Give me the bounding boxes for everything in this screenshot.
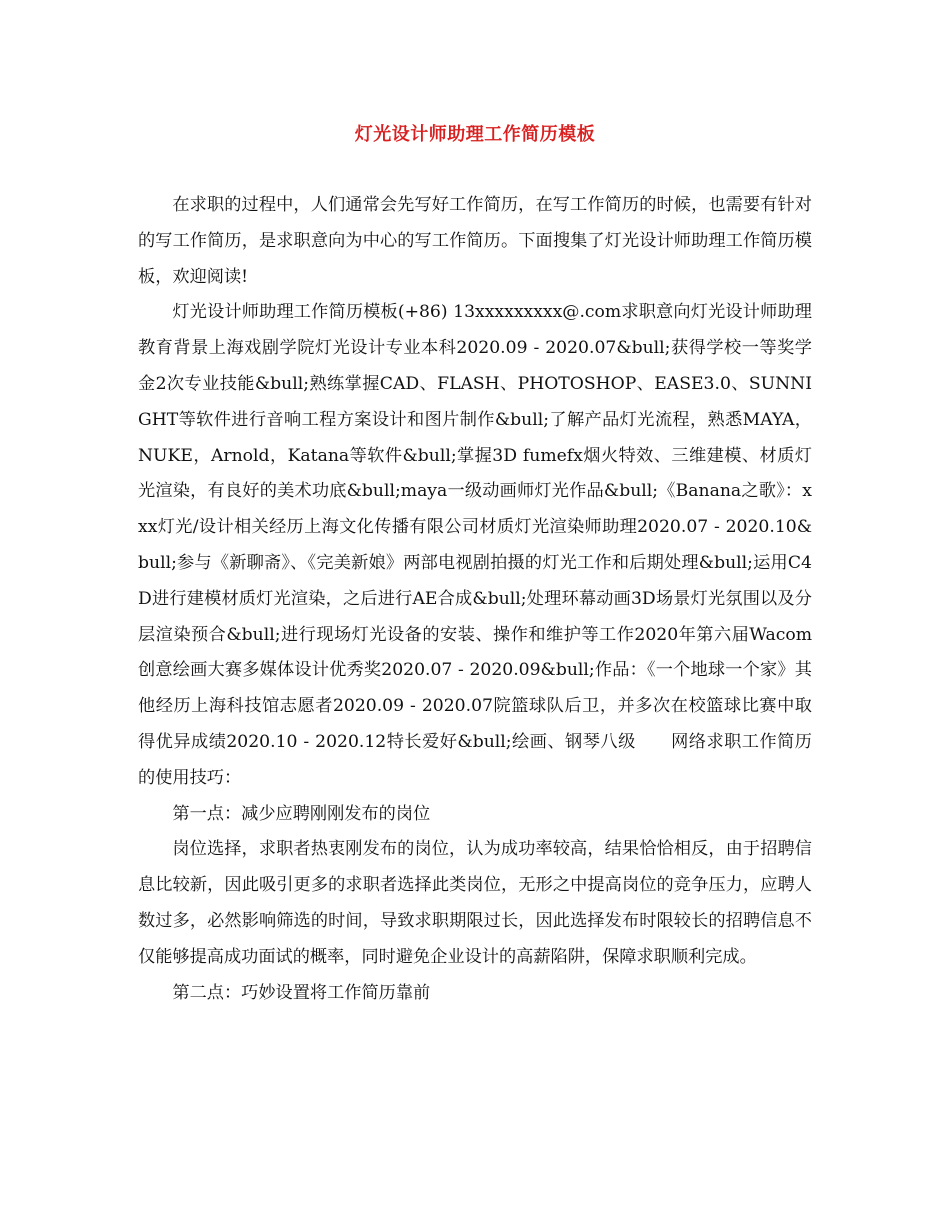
paragraph-tip-one-heading: 第一点：减少应聘刚刚发布的岗位: [172, 803, 431, 824]
document-page: [138, 118, 812, 1011]
paragraph-tip-one-body: 岗位选择，求职者热衷刚发布的岗位，认为成功率较高，结果恰恰相反，由于招聘信息比较新，因此吸引更多的求职者选择此类岗位，无形之中提高岗位的竞争压力，应聘人数过多，必然影响筛选的时间，导致求职期限过长，因此选择发布时限较长的招聘信息不仅能够提高成功面试的概率，同时避免企业设计的高薪陷阱，保障求职顺利完成。: [138, 839, 812, 967]
paragraph-resume-template: 灯光设计师助理工作简历模板(+86) 13xxxxxxxxx@.com求职意向灯光设计师助理教育背景上海戏剧学院灯光设计专业本科2020.09 - 2020.07&bull;获得学校一等奖学金2次专业技能&bull;熟练掌握CAD、FLASH、PHOTOSHOP、EASE3.0、SUNNIGHT等软件进行音响工程方案设计和图片制作&bull;了解产品灯光流程，熟悉MAYA，NUKE，Arnold，Katana等软件&bull;掌握3D fumefx烟火特效、三维建模、材质灯光渲染，有良好的美术功底&bull;maya一级动画师灯光作品&bull;《Banana之歌》：xxx灯光/设计相关经历上海文化传播有限公司材质灯光渲染师助理2020.07 - 2020.10&bull;参与《新聊斋》、《完美新娘》两部电视剧拍摄的灯光工作和后期处理&bull;运用C4D进行建模材质灯光渲染，之后进行AE合成&bull;处理环幕动画3D场景灯光氛围以及分层渲染预合&bull;进行现场灯光设备的安装、操作和维护等工作2020年第六届Wacom创意绘画大赛多媒体设计优秀奖2020.07 - 2020.09&bull;作品：《一个地球一个家》其他经历上海科技馆志愿者2020.09 - 2020.07院篮球队后卫，并多次在校篮球比赛中取得优异成绩2020.10 - 2020.12特长爱好&bull;绘画、钢琴八级 网络求职工作简历的使用技巧：: [138, 302, 812, 788]
paragraph-intro: 在求职的过程中，人们通常会先写好工作简历，在写工作简历的时候，也需要有针对的写工作简历，是求职意向为中心的写工作简历。下面搜集了灯光设计师助理工作简历模板，欢迎阅读!: [138, 195, 812, 287]
paragraph-tip-two-heading: 第二点：巧妙设置将工作简历靠前: [172, 982, 431, 1003]
document-title: 灯光设计师助理工作简历模板: [354, 124, 596, 145]
